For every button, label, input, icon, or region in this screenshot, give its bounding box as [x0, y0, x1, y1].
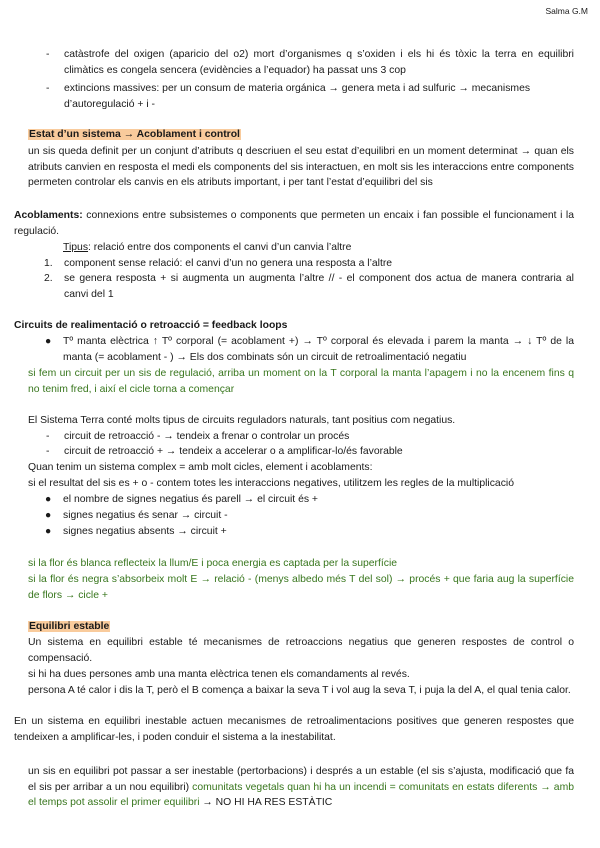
bullet-item: ● signes negatius és senar → circuit - — [45, 510, 228, 521]
paragraph: En un sistema en equilibri inestable actuen mecanismes de retroalimentacions positives que generen respostes que tendeixen a amplificar-les, i poden conduir el sistema a la inestabilitat. — [14, 716, 574, 743]
paragraph: persona A té calor i dis la T, però el B comença a baixar la seva T i vol aug la seva T, i puja la del A, el qual tenia calor. — [28, 685, 571, 696]
bullet-item: ● el nombre de signes negatius és parell → el circuit és + — [45, 494, 318, 505]
green-note: si fem un circuit per un sis de regulació, arriba un moment on la T corporal la manta l’apagem i no la encenem fins q no tenim fred, i així el cicle torna a començar — [28, 368, 574, 395]
green-note: si la flor és blanca reflecteix la llum/E i poca energia es captada per la superfície — [28, 558, 398, 569]
paragraph: un sis queda definit per un conjunt d’atributs q descriuen el seu estat d’equilibri en un moment determinat → quan els atributs canvien en resposta el medi els components del sis interactuen, en molt sis les interaccions entre components permeten controlar els canvis en els atributs important, i per tant l’estat d’equilibri del sis — [28, 146, 574, 189]
bullet-item: ● signes negatius absents → circuit + — [45, 526, 227, 537]
paragraph: Quan tenim un sistema complex = amb molt cicles, element i acoblaments: — [28, 462, 373, 473]
numbered-item: 2. se genera resposta + si augmenta un augmenta l’altre // - el component dos actua de manera contraria al canvi del 1 — [44, 273, 574, 300]
paragraph: Acoblaments: connexions entre subsistemes o components que permeten un encaix i fan possible el funcionament i la regulació. — [14, 210, 574, 237]
intro-list-item: - catàstrofe del oxigen (aparicio del o2) mort d’organismes q s’oxiden i els hi és tòxic la terra en equilibri climàtics es congela sencera (evidències a l’equador) ha passat uns 3 cop — [46, 49, 574, 76]
types-line: Tipus: relació entre dos components el canvi d’un canvia l’altre — [63, 242, 352, 253]
paragraph: si hi ha dues persones amb una manta elèctrica tenen els comandaments al revés. — [28, 669, 410, 680]
section-heading: Estat d’un sistema → Acoblament i control — [29, 129, 240, 140]
section-heading: Equilibri estable — [29, 621, 110, 632]
section-heading: Circuits de realimentació o retroacció = feedback loops — [14, 320, 288, 331]
paragraph: El Sistema Terra conté molts tipus de circuits reguladors naturals, tant positius com negatius. — [28, 415, 456, 426]
paragraph: Un sistema en equilibri estable té mecanismes de retroaccions negatius que generen respostes de control o compensació. — [28, 637, 574, 664]
dash-item: - circuit de retroacció - → tendeix a frenar o controlar un procés — [46, 431, 350, 442]
numbered-item: 1. component sense relació: el canvi d’un no genera una resposta a l’altre — [44, 258, 393, 269]
paragraph: si el resultat del sis es + o - contem totes les interaccions negatives, utilitzem les regles de la multiplicació — [28, 478, 514, 489]
author-name: Salma G.M — [545, 6, 588, 16]
green-note: si la flor és negra s’absorbeix molt E → relació - (menys albedo més T del sol) → procés + que faria aug la superfície de flors → cicle + — [28, 574, 574, 601]
intro-list-item: - extincions massives: per un consum de materia orgánica → genera meta i ad sulfuric → mecanismes d’autoregulació + i - — [46, 83, 531, 110]
paragraph: un sis en equilibri pot passar a ser inestable (pertorbacions) i després a un estable (el sis s’ajusta, modificació que fa el sis per arribar a un nou equilibri) comunitats vegetals quan hi ha un incendi = comunitats en estats diferents → amb el temps pot assolir el primer equilibri → NO HI HA RES ESTÀTIC — [28, 766, 575, 809]
dash-item: - circuit de retroacció + → tendeix a accelerar o a amplificar-lo/és favorable — [46, 446, 403, 457]
bullet-item: ● Tº manta elèctrica ↑ Tº corporal (= acoblament +) → Tº corporal és elevada i parem la manta → ↓ Tº de la manta (= acoblament - ) → Els dos combinats són un circuit de retroalimentació negatiu — [45, 336, 574, 363]
